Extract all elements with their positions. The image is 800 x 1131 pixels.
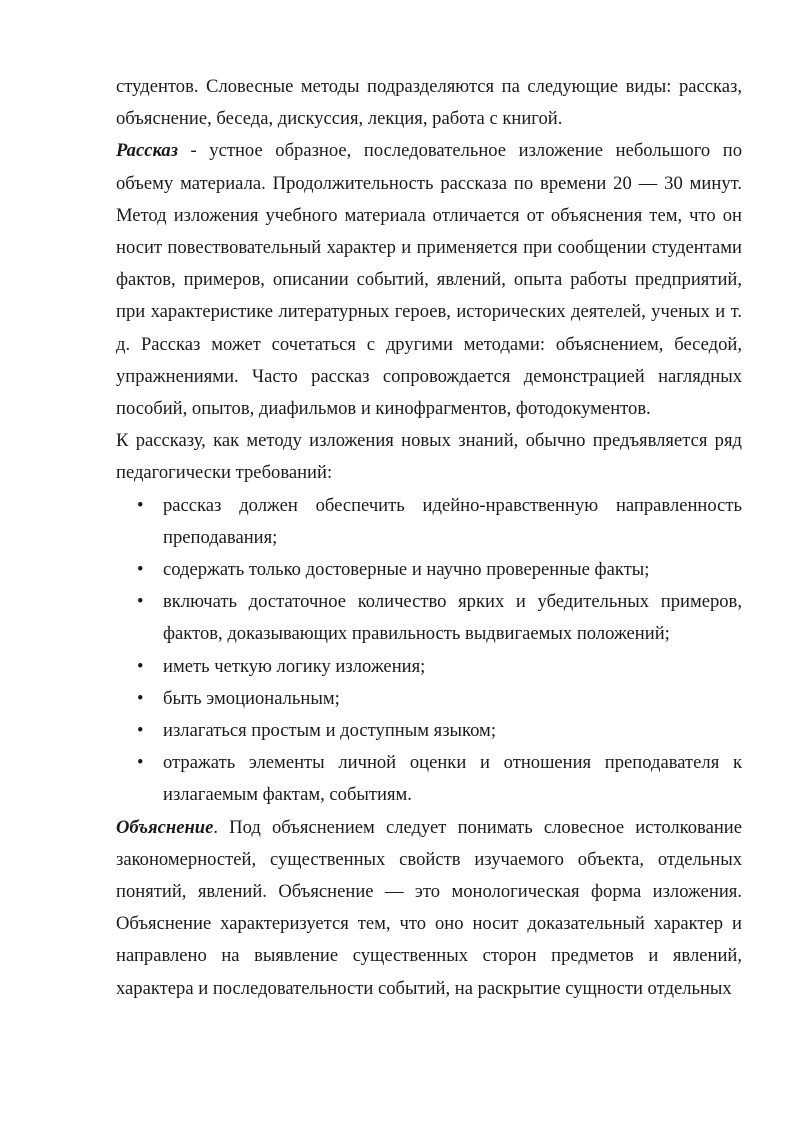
requirements-list: [116, 490, 742, 812]
list-item: [116, 586, 742, 650]
list-item-text: рассказ должен обеспечить идейно-нравственную направленность преподавания;: [163, 494, 742, 548]
list-item-text: иметь четкую логику изложения;: [163, 655, 426, 677]
term-explanation: Объяснение: [116, 816, 214, 838]
bullet-icon: •: [137, 720, 144, 742]
list-item: [116, 490, 742, 554]
paragraph-methods-types: студентов. Словесные методы подразделяются па следующие виды: рассказ, объяснение, беседа, дискуссия, лекция, работа с книгой.: [116, 76, 742, 130]
document-body: [116, 71, 742, 1005]
list-item: [116, 747, 742, 811]
paragraph-requirements-intro: К рассказу, как методу изложения новых знаний, обычно предъявляется ряд педагогически требований:: [116, 430, 742, 484]
bullet-icon: •: [137, 655, 144, 677]
list-item-text: включать достаточное количество ярких и убедительных примеров, фактов, доказывающих правильность выдвигаемых положений;: [163, 591, 742, 645]
story-definition: - устное образное, последовательное изложение небольшого по объему материала. Продолжительность рассказа по времени 20 — 30 минут. Метод изложения учебного материала отличается от объяснения тем, что он носит повествовательный характер и применяется при сообщении студентами фактов, примеров, описании событий, явлений, опыта работы предприятий, при характеристике литературных героев, исторических деятелей, ученых и т. д. Рассказ может сочетаться с другими методами: объяснением, беседой, упражнениями. Часто рассказ сопровождается демонстрацией наглядных пособий, опытов, диафильмов и кинофрагментов, фотодокументов.: [116, 140, 742, 420]
bullet-icon: •: [137, 559, 144, 581]
list-item-text: быть эмоциональным;: [163, 687, 340, 709]
term-story: Рассказ: [116, 140, 178, 162]
list-item: [116, 554, 742, 586]
bullet-icon: •: [137, 591, 144, 613]
list-item-text: излагаться простым и доступным языком;: [163, 720, 496, 742]
bullet-icon: •: [137, 494, 144, 516]
list-item: [116, 683, 742, 715]
paragraph-explanation: [116, 812, 742, 1005]
list-item: [116, 651, 742, 683]
bullet-icon: •: [137, 687, 144, 709]
explanation-definition: . Под объяснением следует понимать словесное истолкование закономерностей, существенных свойств изучаемого объекта, отдельных понятий, явлений. Объяснение — это монологическая форма изложения. Объяснение характеризуется тем, что оно носит доказательный характер и направлено на выявление существенных сторон предметов и явлений, характера и последовательности событий, на раскрытие сущности отдельных: [116, 816, 742, 999]
list-item-text: отражать элементы личной оценки и отношения преподавателя к излагаемым фактам, событиям.: [163, 752, 742, 806]
list-item: [116, 715, 742, 747]
bullet-icon: •: [137, 752, 144, 774]
paragraph-story: [116, 135, 742, 425]
list-item-text: содержать только достоверные и научно проверенные факты;: [163, 559, 650, 581]
